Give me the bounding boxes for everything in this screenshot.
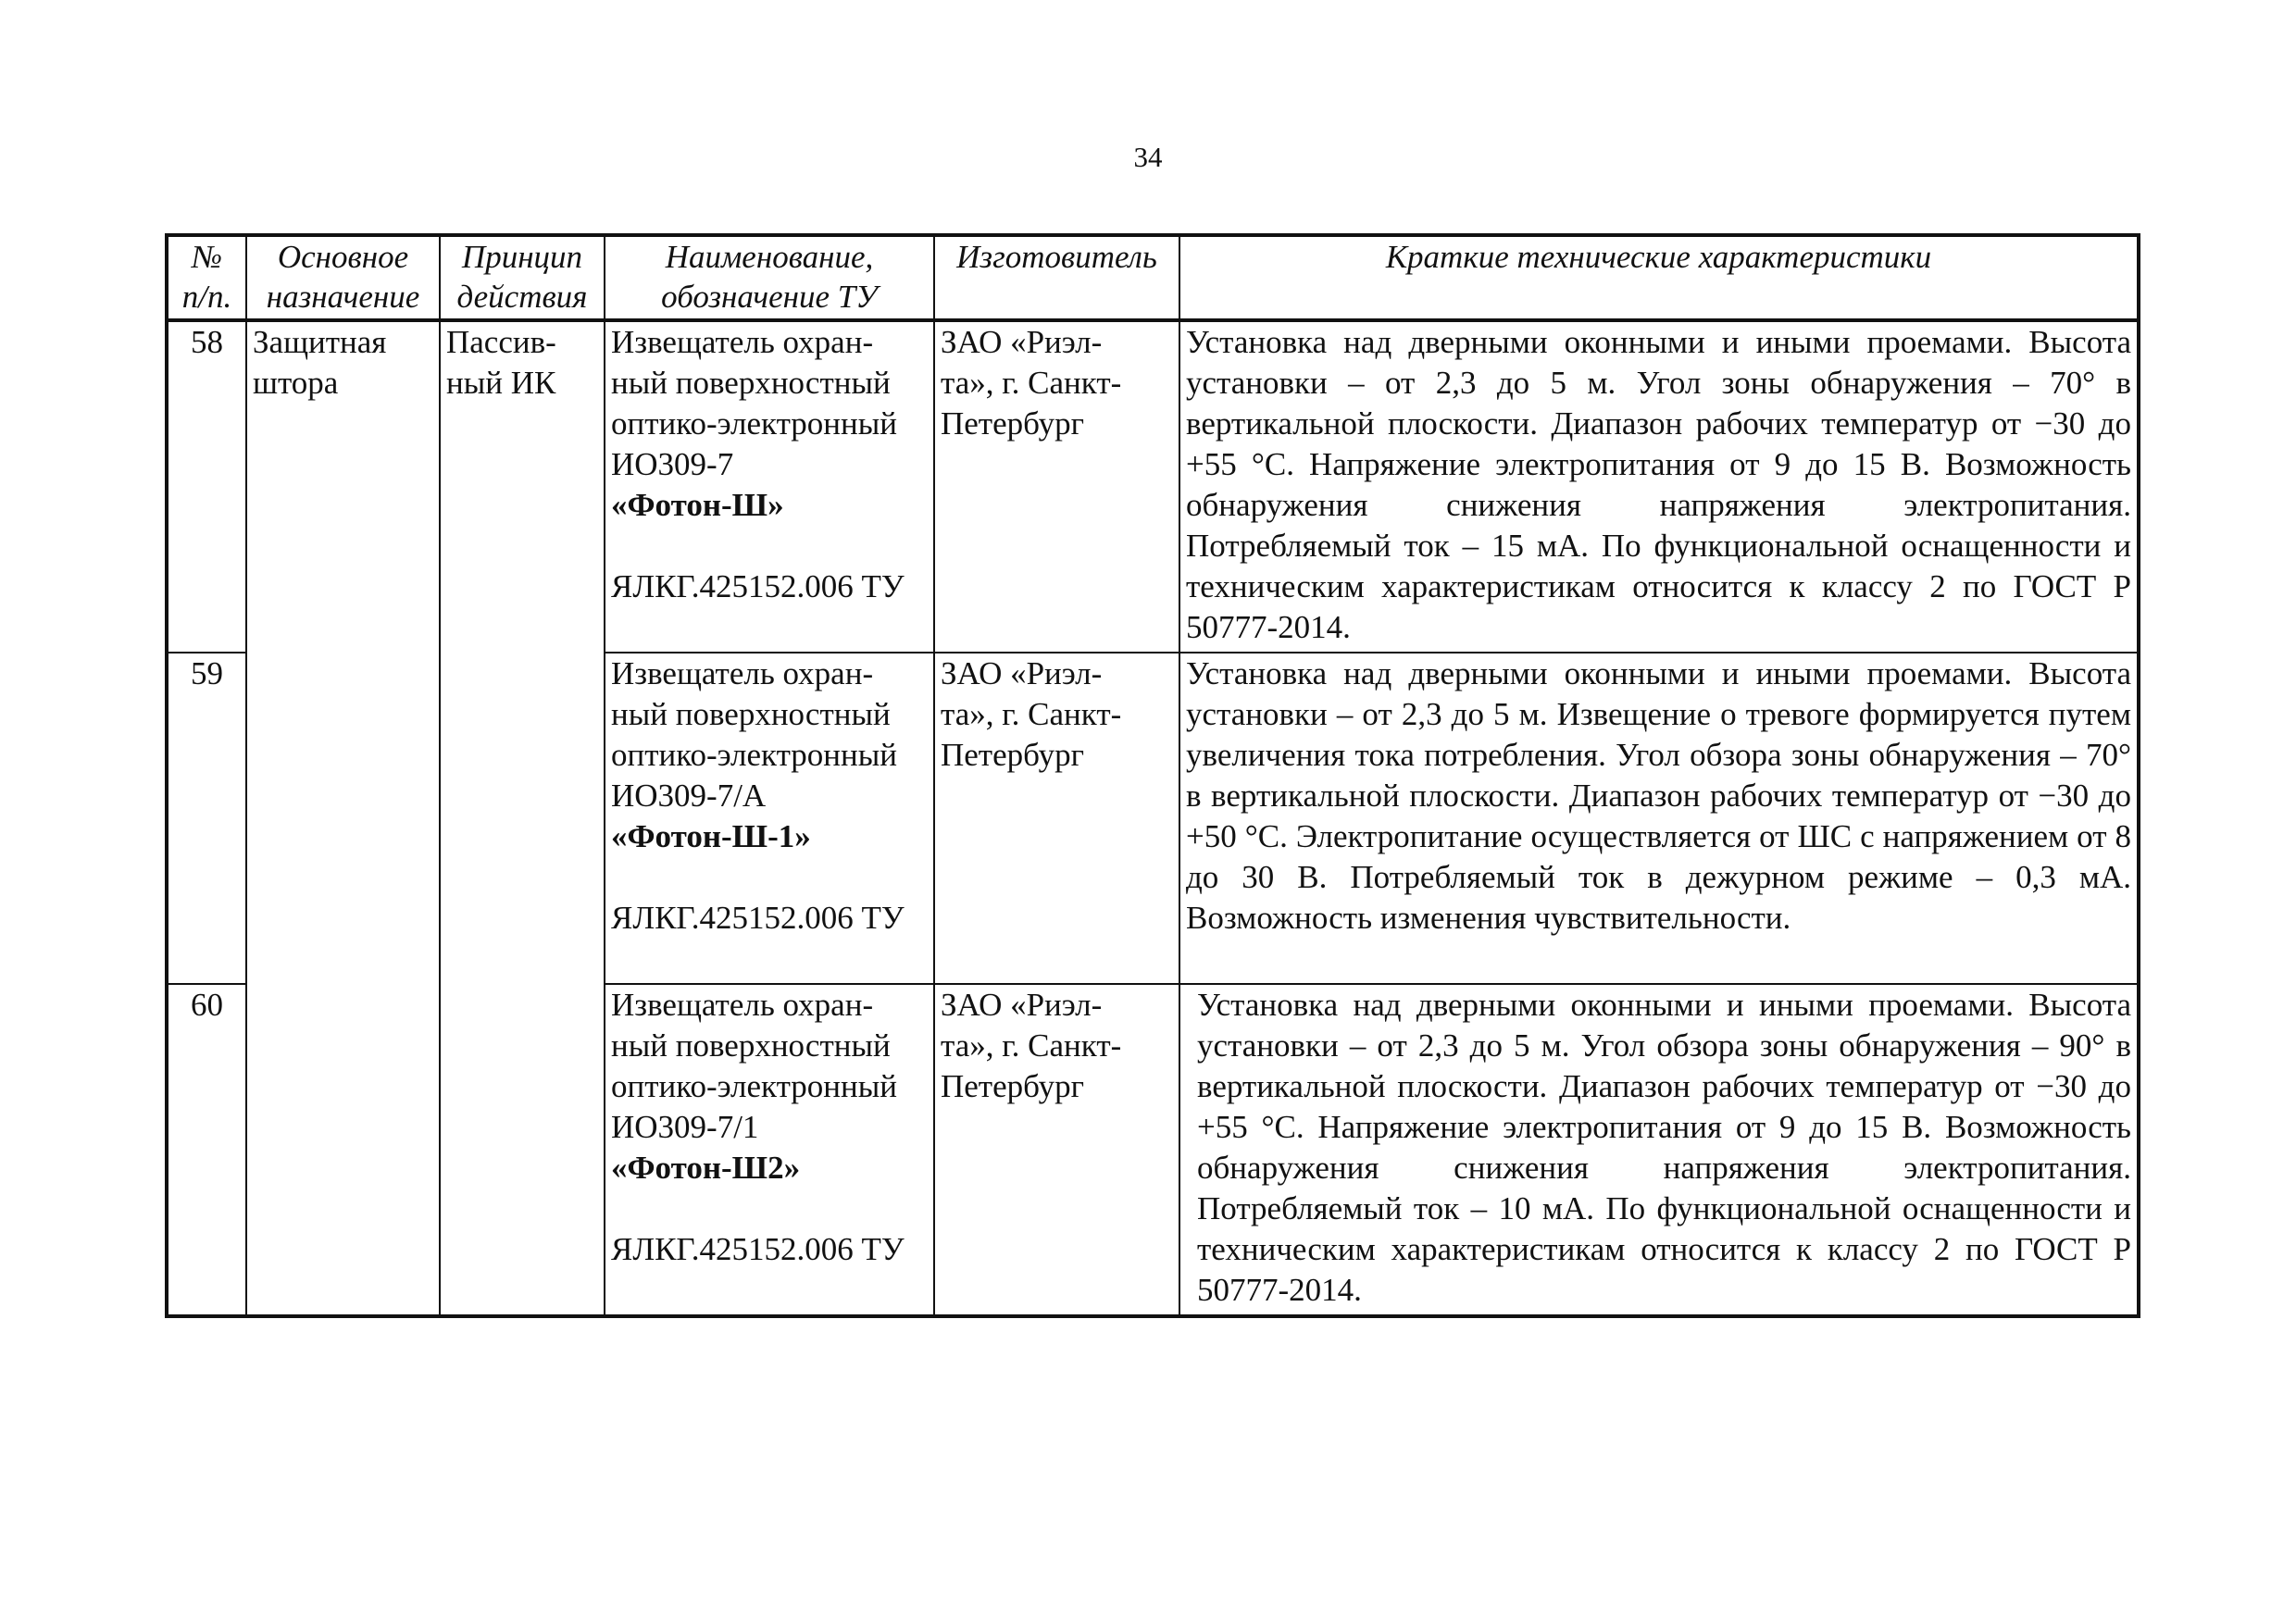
name-line: ИО309-7 — [611, 446, 734, 482]
principle-line-1: Пассив- — [446, 324, 556, 360]
header-purpose — [246, 235, 440, 320]
table-row — [167, 320, 2139, 653]
header-purpose-line-2: назначение — [266, 279, 420, 315]
page-number: 34 — [1133, 141, 1163, 173]
spacer — [611, 526, 928, 566]
name-line: ный поверхностный — [611, 696, 891, 732]
row-number: 59 — [167, 653, 246, 984]
name-line: ный поверхностный — [611, 1027, 891, 1064]
name-line: оптико-электронный — [611, 405, 898, 442]
header-characteristics-text: Краткие технические характеристики — [1385, 239, 1932, 275]
table-header-row — [167, 235, 2139, 320]
header-name-line-1: Наименование, — [665, 239, 874, 275]
header-principle-line-2: действия — [456, 279, 588, 315]
name-line: Извещатель охран- — [611, 324, 874, 360]
header-purpose-line-1: Основное — [277, 239, 409, 275]
maker-line: ЗАО «Риэл- — [941, 324, 1103, 360]
characteristics-cell: Установка над дверными оконными и иными проемами. Высота установки – от 2,3 до 5 м. Угол обзора зоны обнаружения – 90° в вертикальной плоскости. Диапазон рабочих температур от −30 до +55 °С. Напряжение электропитания от 9 до 15 В. Возможность обнаружения снижения напряжения электропитания. Потребляемый ток – 10 мА. По функциональной оснащенности и техническим характеристикам относится к классу 2 по ГОСТ Р 50777-2014. — [1179, 984, 2139, 1316]
header-principle — [440, 235, 605, 320]
header-name — [605, 235, 934, 320]
maker-cell — [934, 653, 1179, 984]
model-name: «Фотон-Ш-1» — [611, 818, 811, 854]
header-characteristics — [1179, 235, 2139, 320]
spacer — [611, 857, 928, 898]
model-name: «Фотон-Ш» — [611, 487, 784, 523]
maker-line: та», г. Санкт- — [941, 696, 1122, 732]
spacer — [611, 1189, 928, 1229]
principle-cell — [440, 320, 605, 1316]
header-maker — [934, 235, 1179, 320]
header-maker-text: Изготовитель — [956, 239, 1157, 275]
purpose-cell — [246, 320, 440, 1316]
maker-line: та», г. Санкт- — [941, 365, 1122, 401]
maker-line: та», г. Санкт- — [941, 1027, 1122, 1064]
maker-cell — [934, 984, 1179, 1316]
header-num-line-1: № — [191, 239, 222, 275]
maker-line: ЗАО «Риэл- — [941, 655, 1103, 691]
row-number: 60 — [167, 984, 246, 1316]
maker-line: Петербург — [941, 405, 1084, 442]
name-cell — [605, 653, 934, 984]
name-line: Извещатель охран- — [611, 655, 874, 691]
purpose-line-2: штора — [253, 365, 339, 401]
maker-cell — [934, 320, 1179, 653]
principle-line-2: ный ИК — [446, 365, 556, 401]
maker-line: Петербург — [941, 737, 1084, 773]
name-cell — [605, 984, 934, 1316]
purpose-line-1: Защитная — [253, 324, 387, 360]
name-line: ИО309-7/А — [611, 778, 767, 814]
header-num-line-2: п/п. — [181, 279, 232, 315]
name-line: Извещатель охран- — [611, 987, 874, 1023]
maker-line: Петербург — [941, 1068, 1084, 1104]
name-cell — [605, 320, 934, 653]
characteristics-cell: Установка над дверными оконными и иными проемами. Высота установки – от 2,3 до 5 м. Угол зоны обнаружения – 70° в вертикальной плоскости. Диапазон рабочих температур от −30 до +55 °С. Напряжение электропитания от 9 до 15 В. Возможность обнаружения снижения напряжения электропитания. Потребляемый ток – 15 мА. По функциональной оснащенности и техническим характеристикам относится к классу 2 по ГОСТ Р 50777-2014. — [1179, 320, 2139, 653]
specification-table — [165, 233, 2140, 1318]
name-line: ный поверхностный — [611, 365, 891, 401]
header-principle-line-1: Принцип — [461, 239, 583, 275]
header-name-line-2: обозначение ТУ — [661, 279, 878, 315]
name-line: оптико-электронный — [611, 1068, 898, 1104]
model-name: «Фотон-Ш2» — [611, 1150, 801, 1186]
characteristics-cell: Установка над дверными оконными и иными проемами. Высота установки – от 2,3 до 5 м. Извещение о тревоге формируется путем увеличения тока потребления. Угол обзора зоны обнаружения – 70° в вертикальной плоскости. Диапазон рабочих температур от −30 до +50 °С. Электропитание осуществляется от ШС с напряжением от 8 до 30 В. Потребляемый ток в дежурном режиме – 0,3 мА. Возможность изменения чувствительности. — [1179, 653, 2139, 984]
tu-designation: ЯЛКГ.425152.006 ТУ — [611, 900, 905, 936]
header-num — [167, 235, 246, 320]
tu-designation: ЯЛКГ.425152.006 ТУ — [611, 568, 905, 604]
tu-designation: ЯЛКГ.425152.006 ТУ — [611, 1231, 905, 1267]
row-number: 58 — [167, 320, 246, 653]
name-line: ИО309-7/1 — [611, 1109, 759, 1145]
name-line: оптико-электронный — [611, 737, 898, 773]
maker-line: ЗАО «Риэл- — [941, 987, 1103, 1023]
